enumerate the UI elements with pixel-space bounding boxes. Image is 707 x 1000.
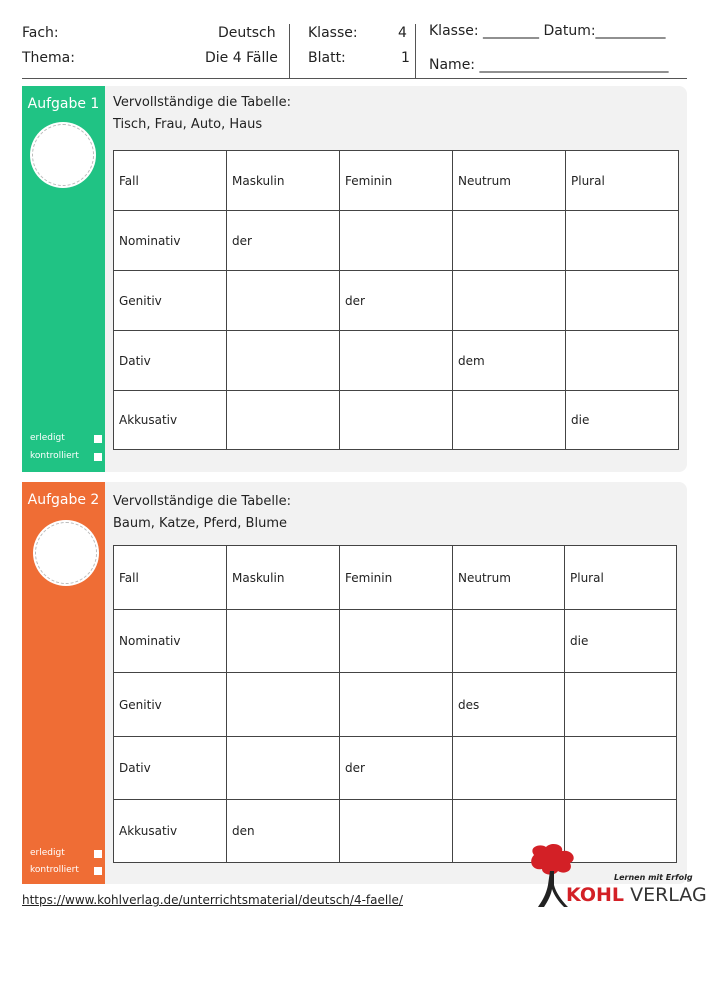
answer-cell: des xyxy=(453,673,565,737)
case-label-cell: Nominativ xyxy=(114,610,227,673)
answer-cell[interactable] xyxy=(566,331,679,391)
table-header-row xyxy=(114,151,679,211)
done-checkbox[interactable] xyxy=(94,850,102,858)
task-2-label: Aufgabe 2 xyxy=(27,492,100,508)
checked-checkbox[interactable] xyxy=(94,453,102,461)
table-header-cell: Maskulin xyxy=(227,546,340,610)
table-header-cell: Neutrum xyxy=(453,546,565,610)
case-label-cell: Genitiv xyxy=(114,271,227,331)
case-label-cell: Akkusativ xyxy=(114,800,227,863)
answer-cell: der xyxy=(340,737,453,800)
answer-cell[interactable] xyxy=(227,391,340,450)
header-divider xyxy=(289,24,290,78)
fach-value: Deutsch xyxy=(218,25,276,41)
task-2-table xyxy=(113,545,677,863)
table-header-cell: Fall xyxy=(114,151,227,211)
answer-cell[interactable] xyxy=(340,391,453,450)
student-name[interactable]: Name: ___________________________ xyxy=(429,57,669,73)
logo-kohl: KOHL xyxy=(566,884,625,906)
header-rule xyxy=(22,78,687,79)
answer-cell: dem xyxy=(453,331,566,391)
table-header-cell: Feminin xyxy=(340,546,453,610)
case-label-cell: Dativ xyxy=(114,737,227,800)
answer-cell[interactable] xyxy=(227,331,340,391)
task-1-label: Aufgabe 1 xyxy=(27,96,100,112)
done-label: erledigt xyxy=(30,433,65,443)
answer-cell[interactable] xyxy=(227,610,340,673)
answer-cell[interactable] xyxy=(340,331,453,391)
logo-tagline: Lernen mit Erfolg xyxy=(614,873,693,882)
answer-cell[interactable] xyxy=(340,800,453,863)
answer-cell[interactable] xyxy=(566,211,679,271)
table-row xyxy=(114,610,677,673)
task-2-sidebar xyxy=(22,482,105,884)
checked-check[interactable] xyxy=(30,865,102,875)
table-header-cell: Fall xyxy=(114,546,227,610)
answer-cell: den xyxy=(227,800,340,863)
answer-cell[interactable] xyxy=(453,211,566,271)
answer-cell[interactable] xyxy=(227,737,340,800)
logo-wordmark xyxy=(566,884,707,906)
table-row xyxy=(114,673,677,737)
answer-cell[interactable] xyxy=(453,610,565,673)
checked-label: kontrolliert xyxy=(30,865,79,875)
task-1-instruction: Vervollständige die Tabelle: xyxy=(113,95,292,110)
answer-cell[interactable] xyxy=(340,610,453,673)
done-check[interactable] xyxy=(30,848,102,858)
table-header-cell: Feminin xyxy=(340,151,453,211)
score-circle xyxy=(35,522,97,584)
klasse-value: 4 xyxy=(398,25,407,41)
thema-value: Die 4 Fälle xyxy=(205,50,278,66)
table-row xyxy=(114,737,677,800)
task-1-table xyxy=(113,150,679,450)
task-1-panel xyxy=(22,86,687,472)
klasse-label: Klasse: xyxy=(308,25,358,41)
table-row xyxy=(114,391,679,450)
answer-cell[interactable] xyxy=(227,673,340,737)
table-row xyxy=(114,271,679,331)
score-circle xyxy=(32,124,94,186)
done-label: erledigt xyxy=(30,848,65,858)
blatt-label: Blatt: xyxy=(308,50,346,66)
case-label-cell: Akkusativ xyxy=(114,391,227,450)
table-header-cell: Neutrum xyxy=(453,151,566,211)
fach-label: Fach: xyxy=(22,25,59,41)
answer-cell[interactable] xyxy=(453,271,566,331)
task-2-instruction: Vervollständige die Tabelle: xyxy=(113,494,292,509)
answer-cell: die xyxy=(565,610,677,673)
case-label-cell: Genitiv xyxy=(114,673,227,737)
answer-cell[interactable] xyxy=(340,211,453,271)
task-1-words: Tisch, Frau, Auto, Haus xyxy=(113,117,263,132)
answer-cell[interactable] xyxy=(565,673,677,737)
answer-cell[interactable] xyxy=(453,737,565,800)
case-label-cell: Dativ xyxy=(114,331,227,391)
header-divider xyxy=(415,24,416,78)
done-check[interactable] xyxy=(30,433,102,443)
task-1-sidebar xyxy=(22,86,105,472)
checked-checkbox[interactable] xyxy=(94,867,102,875)
case-label-cell: Nominativ xyxy=(114,211,227,271)
table-row xyxy=(114,331,679,391)
footer-url-link[interactable]: https://www.kohlverlag.de/unterrichtsmaterial/deutsch/4-faelle/ xyxy=(22,893,403,907)
task-2-panel xyxy=(22,482,687,884)
blatt-value: 1 xyxy=(401,50,410,66)
student-klasse-datum[interactable]: Klasse: ________ Datum:__________ xyxy=(429,23,666,39)
table-header-cell: Plural xyxy=(566,151,679,211)
answer-cell[interactable] xyxy=(453,391,566,450)
answer-cell: die xyxy=(566,391,679,450)
table-row xyxy=(114,211,679,271)
task-2-words: Baum, Katze, Pferd, Blume xyxy=(113,516,287,531)
table-header-row xyxy=(114,546,677,610)
answer-cell[interactable] xyxy=(340,673,453,737)
done-checkbox[interactable] xyxy=(94,435,102,443)
checked-label: kontrolliert xyxy=(30,451,79,461)
answer-cell[interactable] xyxy=(565,737,677,800)
table-header-cell: Maskulin xyxy=(227,151,340,211)
thema-label: Thema: xyxy=(22,50,75,66)
answer-cell: der xyxy=(340,271,453,331)
answer-cell: der xyxy=(227,211,340,271)
answer-cell[interactable] xyxy=(566,271,679,331)
logo-verlag: VERLAG xyxy=(624,884,707,906)
checked-check[interactable] xyxy=(30,451,102,461)
answer-cell[interactable] xyxy=(227,271,340,331)
table-header-cell: Plural xyxy=(565,546,677,610)
